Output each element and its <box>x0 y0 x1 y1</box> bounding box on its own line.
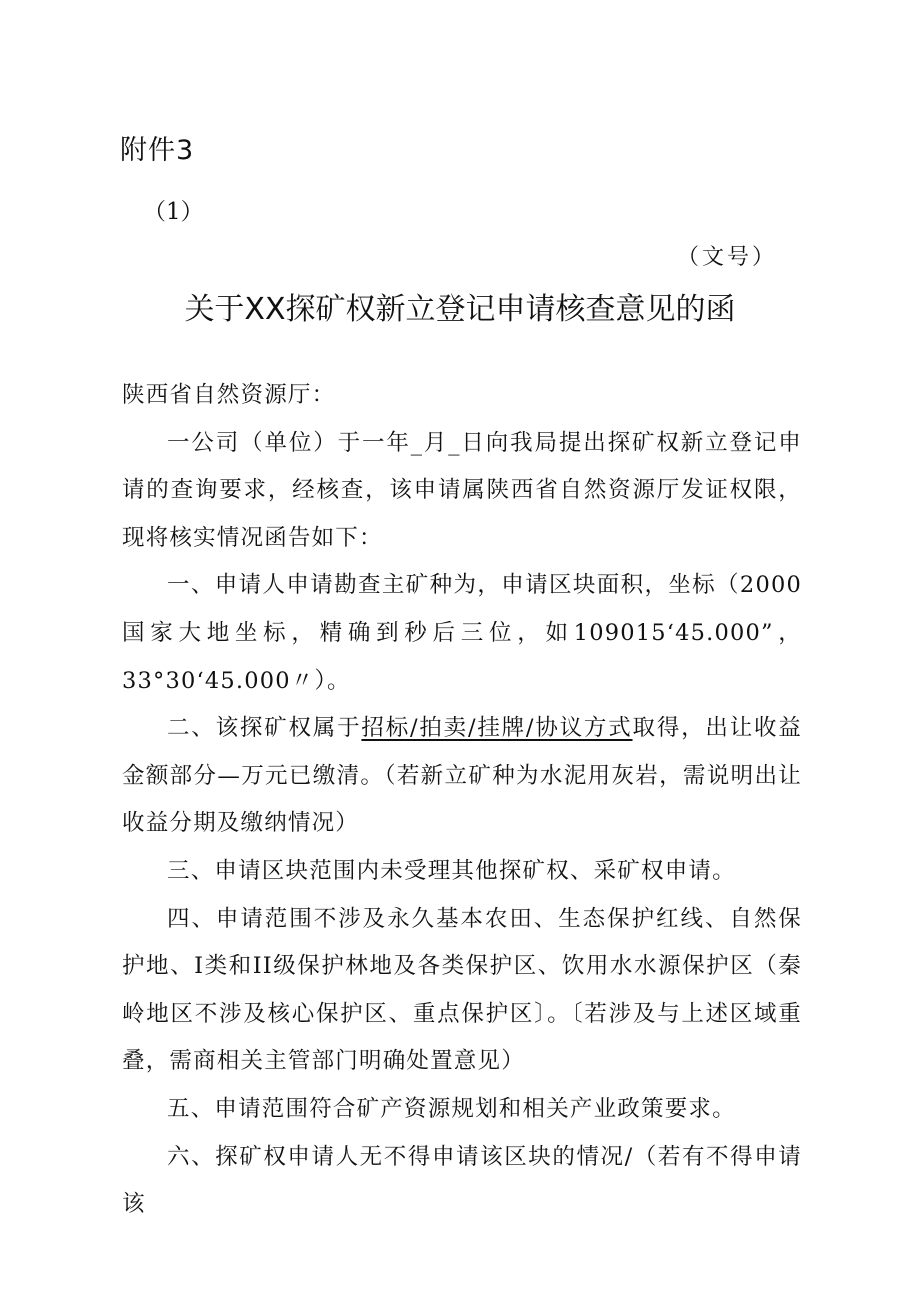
paragraph-2-acquisition <box>122 705 802 848</box>
paragraph-2-underlined-method: 招标/拍卖/挂牌/协议方式 <box>361 715 633 742</box>
document-number: （文号） <box>676 245 777 270</box>
paragraph-2-after: 取得，出让收益金额部分—万元已缴清。（若新立矿种为水泥用灰岩，需说明出让收益分期及缴纳情况） <box>122 715 803 837</box>
paragraph-4-protected-areas: 四、申请范围不涉及永久基本农田、生态保护红线、自然保护地、I类和II级保护林地及各类保护区、饮用水水源保护区（秦岭地区不涉及核心保护区、重点保护区〕。〔若涉及与上述区域重叠，需商相关主管部门明确处置意见） <box>122 905 802 1075</box>
sub-number: （1） <box>143 199 204 225</box>
salutation: 陕西省自然资源厅： <box>122 382 336 408</box>
paragraph-1-mineral-coordinates: 一、申请人申请勘查主矿种为，申请区块面积，坐标（2000国家大地坐标，精确到秒后三位，如109015‘45.000”，33°30‘45.000〃）。 <box>122 572 802 694</box>
paragraph-intro: 一公司（单位）于一年_月_日向我局提出探矿权新立登记申请的查询要求，经核查，该申请属陕西省自然资源厅发证权限，现将核实情况函告如下： <box>122 429 802 551</box>
paragraph-5-planning: 五、申请范围符合矿产资源规划和相关产业政策要求。 <box>167 1095 736 1122</box>
paragraph-3-no-other-applications: 三、申请区块范围内未受理其他探矿权、采矿权申请。 <box>167 857 736 884</box>
paragraph-2-before: 二、该探矿权属于 <box>167 715 362 742</box>
document-body <box>122 372 802 1229</box>
document-title: 关于XX探矿权新立登记申请核查意见的函 <box>184 292 736 327</box>
attachment-label: 附件3 <box>120 135 195 166</box>
paragraph-6-applicant: 六、探矿权申请人无不得申请该区块的情况/（若有不得申请该 <box>122 1143 802 1218</box>
